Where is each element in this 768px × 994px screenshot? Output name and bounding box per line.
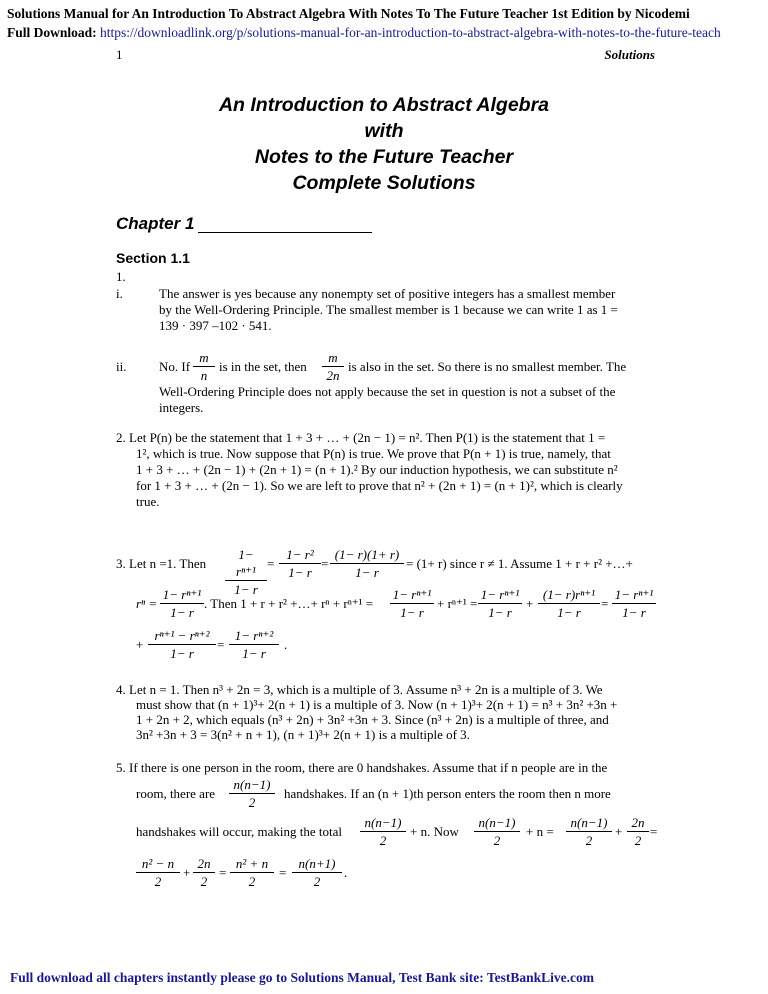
problem-1-ii-text-c: is also in the set. So there is no smallest member. The [348,359,627,374]
fraction-numerator: n(n−1) [566,814,612,832]
problem-1-i-line-1: The answer is yes because any nonempty set of positive integers has a smallest member [159,286,616,301]
problem-5-room-b: handshakes. If an (n + 1)th person enters the room then n more [284,786,611,801]
fraction-2n-over-2-b [193,855,215,890]
problem-3-plus-1: + rⁿ⁺¹ = [437,596,478,611]
fraction-denominator: 1− r [622,605,646,620]
chapter-label: Chapter 1 [116,214,195,233]
fraction-sum-n-3 [478,586,522,621]
problem-1-i-label: i. [116,286,123,301]
fraction-denominator: 2 [200,874,208,889]
book-title [0,92,768,196]
equals-sign: = [321,556,329,571]
problem-4-line-1: 4. Let n = 1. Then n³ + 2n = 3, which is a multiple of 3. Assume n³ + 2n is a multiple of 3. We [116,682,603,697]
fraction-numerator: m [193,349,215,367]
footer-download-link[interactable]: Full download all chapters instantly please go to Solutions Manual, Test Bank site: TestBankLive.com [10,970,594,985]
fraction-rn1-rn2 [148,627,216,662]
fraction-total-2 [474,814,520,849]
fraction-numerator: 1− rⁿ⁺¹ [160,586,204,604]
fraction-denominator: n [200,368,208,383]
problem-2-line-4: for 1 + 3 + … + (2n − 1). So we are left to prove that n² + (2n + 1) = (n + 1)², which is clearly [136,478,623,493]
problem-3-plus-2: + [526,596,534,611]
fraction-n2-plus-n [230,855,274,890]
fraction-denominator: 2 [379,833,387,848]
problem-1-ii-label: ii. [116,359,127,374]
problem-4-line-2: must show that (n + 1)³+ 2(n + 1) is a multiple of 3. Now (n + 1)³+ 2(n + 1) = n³ + 3n² +3n + [136,697,618,712]
fraction-factored [330,546,404,581]
fraction-denominator: 1− r [400,605,424,620]
fraction-combined [538,586,600,621]
problem-2-line-2: 1², which is true. Now suppose that P(n) is true. We prove that P(n + 1) is true, namely, that [136,446,611,461]
fraction-numerator: 2n [193,855,215,873]
fraction-denominator: 2n [326,368,340,383]
fraction-denominator: 1− r [488,605,512,620]
fraction-denominator: 1− r [234,582,258,597]
fraction-numerator: 1− r² [279,546,321,564]
problem-3-then: . Then 1 + r + r² +…+ rⁿ + rⁿ⁺¹ = [204,596,374,611]
problem-5-line-1: 5. If there is one person in the room, there are 0 handshakes. Assume that if n people are in the [116,760,608,775]
fraction-2n-over-2 [627,814,649,849]
fraction-denominator: 2 [248,874,256,889]
title-line-4: Complete Solutions [292,172,476,194]
fraction-total-3 [566,814,612,849]
problem-2-line-1: 2. Let P(n) be the statement that 1 + 3 + … + (2n − 1) = n². Then P(1) is the statement that 1 = [116,430,606,445]
download-line [7,25,721,41]
fraction-denominator: 2 [585,833,593,848]
fraction-denominator: 1− r [355,565,379,580]
problem-5-handshakes-d: + [615,824,623,839]
fraction-numerator: n(n−1) [360,814,406,832]
problem-3-plus-3: + [136,637,144,652]
problem-1-number: 1. [116,269,126,284]
fraction-denominator: 2 [634,833,642,848]
problem-3-eq: = [601,596,609,611]
fraction-numerator: n² + n [230,855,274,873]
fraction-denominator: 1− r [170,605,194,620]
fraction-denominator: 1− r [242,646,266,661]
fraction-numerator: 1− rⁿ⁺¹ [478,586,522,604]
fraction-numerator: 2n [627,814,649,832]
equals-sign: = [267,556,275,571]
fraction-n-np1 [292,855,342,890]
fraction-n-nm1-over-2 [229,776,275,811]
fraction-1-minus-r-n1 [225,546,267,598]
problem-5-handshakes-b: + n. Now [410,824,459,839]
fraction-total-1 [360,814,406,849]
fraction-numerator: n(n−1) [474,814,520,832]
problem-1-i-line-2: by the Well-Ordering Principle. The smallest member is 1 because we can write 1 as 1 = [159,302,618,317]
title-line-3: Notes to the Future Teacher [254,146,514,168]
problem-3-rn: rⁿ = [136,596,158,611]
problem-5-handshakes-c: + n = [526,824,554,839]
problem-3-end: . [284,637,288,652]
problem-1-ii-line-2: Well-Ordering Principle does not apply because the set in question is not a subset of the [159,384,616,399]
fraction-denominator: 1− r [170,646,194,661]
problem-5-room-a: room, there are [136,786,216,801]
fraction-denominator: 1− r [557,605,581,620]
fraction-numerator: n² − n [136,855,180,873]
problem-3-lead: 3. Let n =1. Then [116,556,207,571]
fraction-sum-n-4 [612,586,656,621]
fraction-numerator: n(n−1) [229,776,275,794]
problem-1-ii-text-a: No. If [159,359,191,374]
fraction-numerator: m [322,349,344,367]
section-heading: Section 1.1 [116,250,190,266]
problem-2-line-5: true. [136,494,160,509]
fraction-sum-n [160,586,204,621]
problem-5-handshakes-e: = [650,824,658,839]
fraction-n2-minus-n [136,855,180,890]
problem-1-ii-text-b: is in the set, then [219,359,307,374]
fraction-numerator: (1− r)(1+ r) [330,546,404,564]
fraction-denominator: 2 [154,874,162,889]
plus-sign: + [183,865,191,880]
equals-sign: = [279,865,287,880]
problem-3-mid: = (1+ r) since r ≠ 1. Assume 1 + r + r² +…+ [406,556,633,571]
fraction-m-over-2n [322,349,344,384]
equals-sign: = [219,865,227,880]
download-label: Full Download: [7,25,97,40]
chapter-heading [116,214,194,234]
fraction-sum-n-2 [390,586,434,621]
fraction-numerator: (1− r)rⁿ⁺¹ [538,586,600,604]
chapter-rule [198,232,372,233]
title-line-2: with [364,120,404,142]
equals-sign: = [217,637,225,652]
fraction-denominator: 2 [493,833,501,848]
fraction-numerator: n(n+1) [292,855,342,873]
fraction-denominator: 2 [313,874,321,889]
fraction-denominator: 1− r [288,565,312,580]
problem-4-line-3: 1 + 2n + 2, which equals (n³ + 2n) + 3n² +3n + 3. Since (n³ + 2n) is a multiple of three, and [136,712,609,727]
running-head: Solutions [604,47,655,62]
document-title-line: Solutions Manual for An Introduction To Abstract Algebra With Notes To The Future Teacher 1st Edition by Nicodemi [7,6,690,21]
title-line-1: An Introduction to Abstract Algebra [218,94,550,116]
problem-1-i-line-3: 139 · 397 –102 · 541. [159,318,272,333]
problem-2-line-3: 1 + 3 + … + (2n − 1) + (2n + 1) = (n + 1).² By our induction hypothesis, we can substitute n² [136,462,618,477]
fraction-numerator: 1− rⁿ⁺¹ [390,586,434,604]
problem-5-handshakes-a: handshakes will occur, making the total [136,824,342,839]
page-number: 1 [116,47,123,62]
problem-1-ii-line-3: integers. [159,400,204,415]
final-period: . [344,865,348,880]
fraction-numerator: 1− rⁿ⁺² [229,627,279,645]
fraction-denominator: 2 [248,795,256,810]
fraction-final [229,627,279,662]
fraction-numerator: 1− rⁿ⁺¹ [612,586,656,604]
fraction-numerator: rⁿ⁺¹ − rⁿ⁺² [148,627,216,645]
download-link[interactable]: https://downloadlink.org/p/solutions-manual-for-an-introduction-to-abstract-algebra-with-notes-to-the-future-teach [100,25,721,40]
fraction-numerator: 1− rⁿ⁺¹ [225,546,267,581]
problem-4-line-4: 3n² +3n + 3 = 3(n² + n + 1), (n + 1)³+ 2(n + 1) is a multiple of 3. [136,727,470,742]
fraction-m-over-n [193,349,215,384]
fraction-1-minus-r2 [279,546,321,581]
